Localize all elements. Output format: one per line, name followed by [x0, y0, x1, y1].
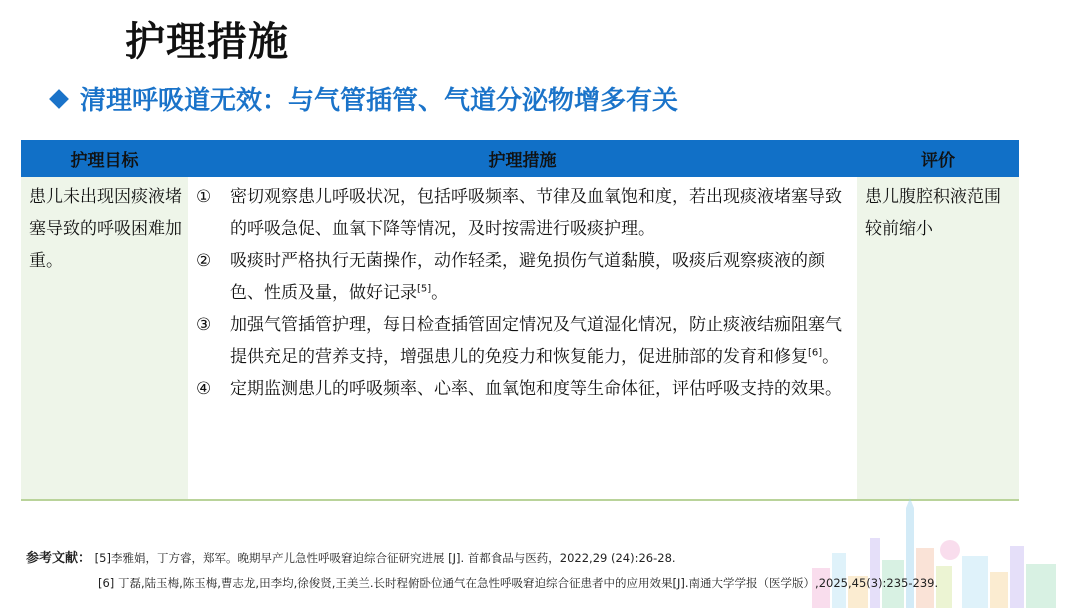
evaluation-cell: 患儿腹腔积液范围较前缩小 — [857, 177, 1019, 500]
references-label: 参考文献： — [26, 551, 92, 566]
measure-text-wrap — [230, 309, 851, 373]
reference-item: [6] 丁磊,陆玉梅,陈玉梅,曹志龙,田李均,徐俊贤,王美兰.长时程俯卧位通气在急性呼吸窘迫综合征患者中的应用效果[J].南通大学学报（医学版）,2025,45(3):235-239. — [98, 576, 939, 590]
reference-line-2 — [26, 571, 938, 595]
measure-number: ③ — [196, 315, 212, 335]
measure-item-1 — [196, 181, 851, 245]
section-subtitle — [52, 80, 678, 117]
citation-ref: [6] — [808, 347, 823, 359]
table-row — [21, 177, 1019, 500]
table-header-row — [21, 140, 1019, 177]
measure-text: 吸痰时严格执行无菌操作，动作轻柔，避免损伤气道黏膜，吸痰后观察痰液的颜色、性质及量，做好记录 — [230, 251, 825, 303]
header-goal: 护理目标 — [21, 140, 188, 177]
measure-item-2 — [196, 245, 851, 309]
measure-tail: 。 — [431, 283, 449, 303]
header-evaluation: 评价 — [857, 140, 1019, 177]
measure-tail: 。 — [822, 347, 840, 367]
care-plan-table — [21, 140, 1019, 501]
measure-item-3 — [196, 309, 851, 373]
measure-item-4 — [196, 373, 851, 405]
measures-cell — [188, 177, 857, 500]
measure-number: ④ — [196, 379, 212, 399]
measure-text-wrap — [230, 245, 851, 309]
measure-text: 密切观察患儿呼吸状况，包括呼吸频率、节律及血氧饱和度，若出现痰液堵塞导致的呼吸急促、血氧下降等情况，及时按需进行吸痰护理。 — [230, 187, 842, 239]
diamond-bullet-icon — [49, 89, 69, 109]
references — [26, 546, 938, 595]
measure-text: 加强气管插管护理，每日检查插管固定情况及气道湿化情况，防止痰液结痂阻塞气提供充足的营养支持，增强患儿的免疫力和恢复能力，促进肺部的发育和修复 — [230, 315, 842, 367]
measure-number: ② — [196, 251, 212, 271]
citation-ref: [5] — [417, 283, 432, 295]
reference-item: [5]李雅娟，丁方睿，郑军。晚期早产儿急性呼吸窘迫综合征研究进展 [J]. 首都食品与医药，2022,29 (24):26-28. — [94, 551, 676, 565]
header-measures: 护理措施 — [188, 140, 857, 177]
subtitle-text: 清理呼吸道无效：与气管插管、气道分泌物增多有关 — [80, 86, 679, 116]
measure-number: ① — [196, 187, 212, 207]
goal-cell: 患儿未出现因痰液堵塞导致的呼吸困难加重。 — [21, 177, 188, 500]
reference-line-1 — [26, 546, 938, 571]
measure-text: 定期监测患儿的呼吸频率、心率、血氧饱和度等生命体征，评估呼吸支持的效果。 — [230, 379, 842, 399]
page-title: 护理措施 — [125, 19, 289, 65]
